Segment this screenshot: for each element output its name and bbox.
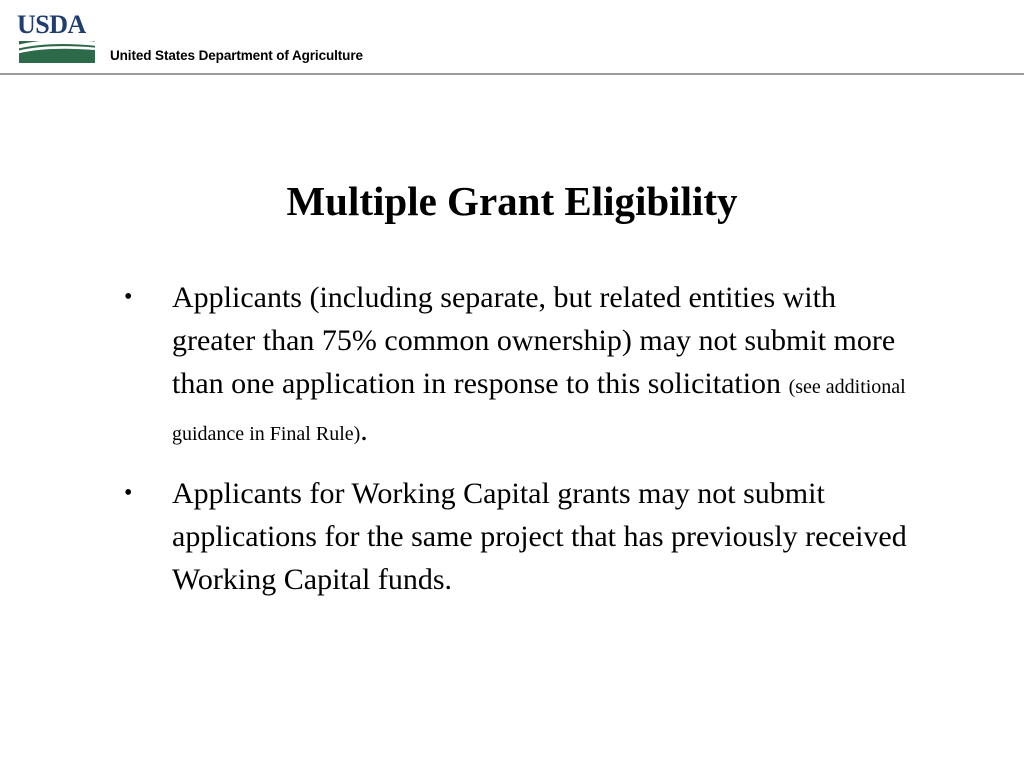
usda-logo-graphic [17,11,97,64]
list-item-note-text: (see additional guidance in Final Rule) [172,376,906,445]
list-item-main-text: Applicants for Working Capital grants may not submit applications for the same project that has previously received Working Capital funds. [172,477,907,596]
bullet-list [118,276,918,617]
bullet-marker-icon: • [124,284,133,310]
usda-tagline: United States Department of Agriculture [110,48,363,63]
header-divider [0,73,1024,75]
list-item-main-text: Applicants (including separate, but related entities with greater than 75% common ownership) may not submit more than one application in response to this solicitation [172,281,896,400]
svg-text:USDA: USDA [17,11,86,39]
usda-field-graphic [19,40,95,63]
list-item-text [172,276,918,456]
list-item [118,276,918,456]
list-item-text [172,472,918,601]
page-title: Multiple Grant Eligibility [286,178,738,224]
list-item-trailing-text: . [360,414,368,447]
usda-logo [17,11,97,64]
slide-header [0,0,1024,75]
list-item [118,472,918,601]
bullet-marker-icon: • [124,480,133,506]
